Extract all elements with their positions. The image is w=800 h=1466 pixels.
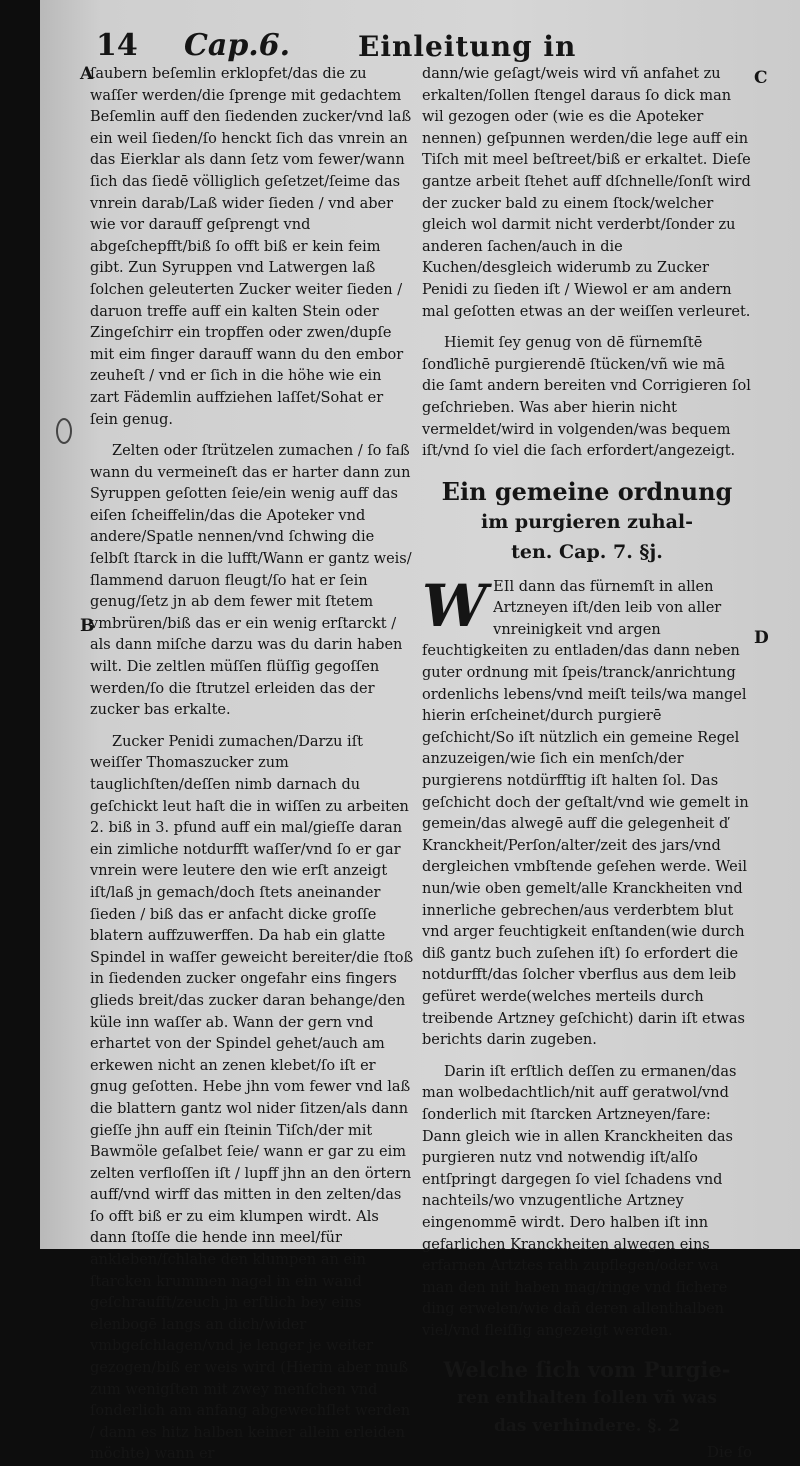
chapter-label: Cap.6. <box>184 28 291 63</box>
catchword: Die ſo <box>706 1443 752 1462</box>
chapter-heading-line: ten. Cap. 7. §j. <box>511 540 663 563</box>
margin-marker-a: A <box>80 64 94 84</box>
margin-marker-c: C <box>754 68 768 88</box>
margin-marker-b: B <box>80 616 95 636</box>
chapter-heading-line: im purgieren zuhal- <box>481 510 693 533</box>
drop-cap: W <box>422 571 488 640</box>
running-header <box>40 28 800 68</box>
ink-blot <box>56 418 72 444</box>
paragraph: Zelten oder ſtrützelen zumachen / ſo faß wann du vermeineſt das er harter dann zun Syruppen geſotten ſeie/ein wenig auff das eiſen ſcheiffelin/das die Apoteker vnd andere/Spatle nennen/vnd ſchwing die ſelbſt ſtarck in die lufft/Wann er gantz weis/ſlammend daruon fleugt/ſo hat er ſein genug/ſetz jn ab dem fewer mit ſtetem vmbrüren/biß das er ein wenig erſtarckt / als dann miſche darzu was du darin haben wilt. Die zeltlen müſſen flüſſig gegoſſen werden/ſo die ſtrutzel erleiden das der zucker bas erkalte. <box>90 443 412 719</box>
paragraph: Hiemit ſey genug von dē fürnemſtē ſonďlichē purgierendē ſtücken/vñ wie mā die ſamt andern bereiten vnd Corrigieren ſol geſchrieben. Was aber hierin nicht vermeldet/wird in volgenden/was bequem iſt/vnd ſo viel die ſach erfordert/angezeigt. <box>422 335 751 460</box>
section-heading-line: das verhindere. §. 2 <box>493 1416 681 1437</box>
paragraph: Darin iſt erſtlich deſſen zu ermanen/das man wolbedachtlich/nit auff geratwol/vnd ſonderlich mit ſtarcken Artzneyen/fare: Dann gleich wie in allen Kranckheiten das purgieren nutz vnd notwendig iſt/alſo entſpringt dargegen ſo viel ſchadens vnd nachteils/wo vnzugentliche Artzney eingenommē wirdt. Dero halben iſt inn gefarlichen Kranckheiten alwegen eins erfarnen Artztes rath zupflegen/oder wa man den nit haben mag/ringe vnd ſichere ding erwelen/wie dañ deren allenthalben viel/vnd fleiſſig angezeigt werden. <box>422 1063 737 1339</box>
paragraph: ſaubern beſemlin erklopfet/das die zu waſſer werden/die ſprenge mit gedachtem Beſemlin auff den ſiedenden zucker/vnd laß ein weil ſieden/ſo henckt ſich das vnrein an das Eierklar als dann ſetz vom fewer/wann ſich das ſiedē völliglich geſetzet/ſeime das vnrein darab/Laß wider ſieden / vnd aber wie vor darauff geſprengt vnd abgeſchepfft/biß ſo offt biß er kein feim gibt. Zun Syruppen vnd Latwergen laß ſolchen geleuterten Zucker weiter ſieden / daruon treffe auff ein kalten Stein oder Zingeſchirr ein tropffen oder zwen/dupſe mit eim finger darauff wann du den embor zeuheſt / vnd er ſich in die höhe wie ein zart Fädemlin auffziehen laſſet/Sohat er ſein genug. <box>90 66 412 428</box>
left-column <box>90 64 415 1466</box>
book-page <box>40 0 800 1463</box>
paragraph <box>422 571 752 1052</box>
margin-marker-d: D <box>754 628 769 648</box>
paragraph: dann/wie geſagt/weis wird vñ anfahet zu erkalten/ſollen ſtengel daraus ſo dick man wil gezogen oder (wie es die Apoteker nennen) geſpunnen werden/die lege auff ein Tiſch mit meel beſtreet/biß er erkaltet. Dieſe gantze arbeit ſtehet auff dſchnelle/ſonſt wird der zucker bald zu einem ſtock/welcher gleich wol darmit nicht verderbt/ſonder zu anderen ſachen/auch in die Kuchen/desgleich widerumb zu Zucker Penidi zu ſieden iſt / Wiewol er am andern mal geſotten etwas an der weiſſen verleuret. <box>422 66 751 320</box>
page-number: 14 <box>96 28 138 63</box>
running-title: Einleitung in <box>358 30 577 63</box>
paragraph-text: EIl dann das fürnemſt in allen Artzneyen iſt/den leib von aller vnreinigkeit vnd argen feuchtigkeiten zu entladen/das dann neben guter ordnung mit ſpeis/tranck/anrichtung ordenlichs lebens/vnd meiſt teils/wa mangel hierin erſcheinet/durch purgierē geſchicht/So iſt nützlich ein gemeine Regel anzuzeigen/wie ſich ein menſch/der purgierens notdürfftig iſt halten ſol. Das geſchicht doch der geſtalt/vnd wie gemelt in gemein/das alwegē auff die gelegenheit ď Kranckheit/Perſon/alter/zeit des jars/vnd dergleichen vmbſtende geſehen werde. Weil nun/wie oben gemelt/alle Kranckheiten vnd innerliche gebrechen/aus verderbtem blut vnd arger feuchtigkeit enſtanden(wie durch diß gantz buch zuſehen iſt) ſo erfordert die notdurfft/das ſolcher vberflus aus dem leib gefüret werde(welches merteils durch treibende Artzney geſchicht) darin iſt etwas berichts darin zugeben. <box>422 578 749 1049</box>
chapter-heading-line: Ein gemeine ordnung <box>441 476 733 506</box>
paragraph: Zucker Penidi zumachen/Darzu iſt weiſſer Thomaszucker zum tauglichſten/deſſen nimb darnach du geſchickt leut haſt die in wiſſen zu arbeiten 2. biß in 3. pfund auff ein mal/gieſſe daran ein zimliche notdurfft waſſer/vnd ſo er gar vnrein were leutere den wie erſt anzeigt iſt/laß jn gemach/doch ſtets aneinander ſieden / biß das er anfacht dicke groſſe blatern auffzuwerffen. Da hab ein glatte Spindel in waſſer geweicht bereiter/die ſtoß in ſiedenden zucker ongefahr eins fingers glieds breit/das zucker daran behange/den küle inn waſſer ab. Wann der gern vnd erhartet von der Spindel gehet/auch am erkewen nicht an zenen klebet/ſo iſt er gnug geſotten. Hebe jhn vom fewer vnd laß die blattern gantz wol nider ſitzen/als dann gieſſe jhn auff ein ſteinin Tiſch/der mit Bawmöle geſalbet ſeie/ wann er gar zu eim zelten verfloſſen iſt / lupff jhn an den örtern auff/vnd wirff das mitten in den zelten/das ſo offt biß er zu eim klumpen wirdt. Als dann ſtoſſe die hende inn meel/für ankleben/ſchlahe den klumpen an ein ſtarcken krummen nagel in ein wand geſchraufft/zeuch jn erſtlich bey eins elenbogē langs an dich/wider vmbgeſchlagen/vnd je lenger je weiter gezogen/biß er weis wird (Hierin aber muß zum wenigſten mit zwey menſchen vnd ſonderlich am anfang abgewechſlet werden / dann es hitz halben keiner allein erleiden möchte) wann er <box>90 733 414 1463</box>
chapter-heading <box>422 477 752 567</box>
section-heading-line: Welche ſich vom Purgie- <box>443 1357 731 1383</box>
section-heading-line: ren enthalten ſollen vñ was <box>457 1388 717 1409</box>
section-heading <box>422 1356 752 1440</box>
right-column <box>422 64 752 1464</box>
